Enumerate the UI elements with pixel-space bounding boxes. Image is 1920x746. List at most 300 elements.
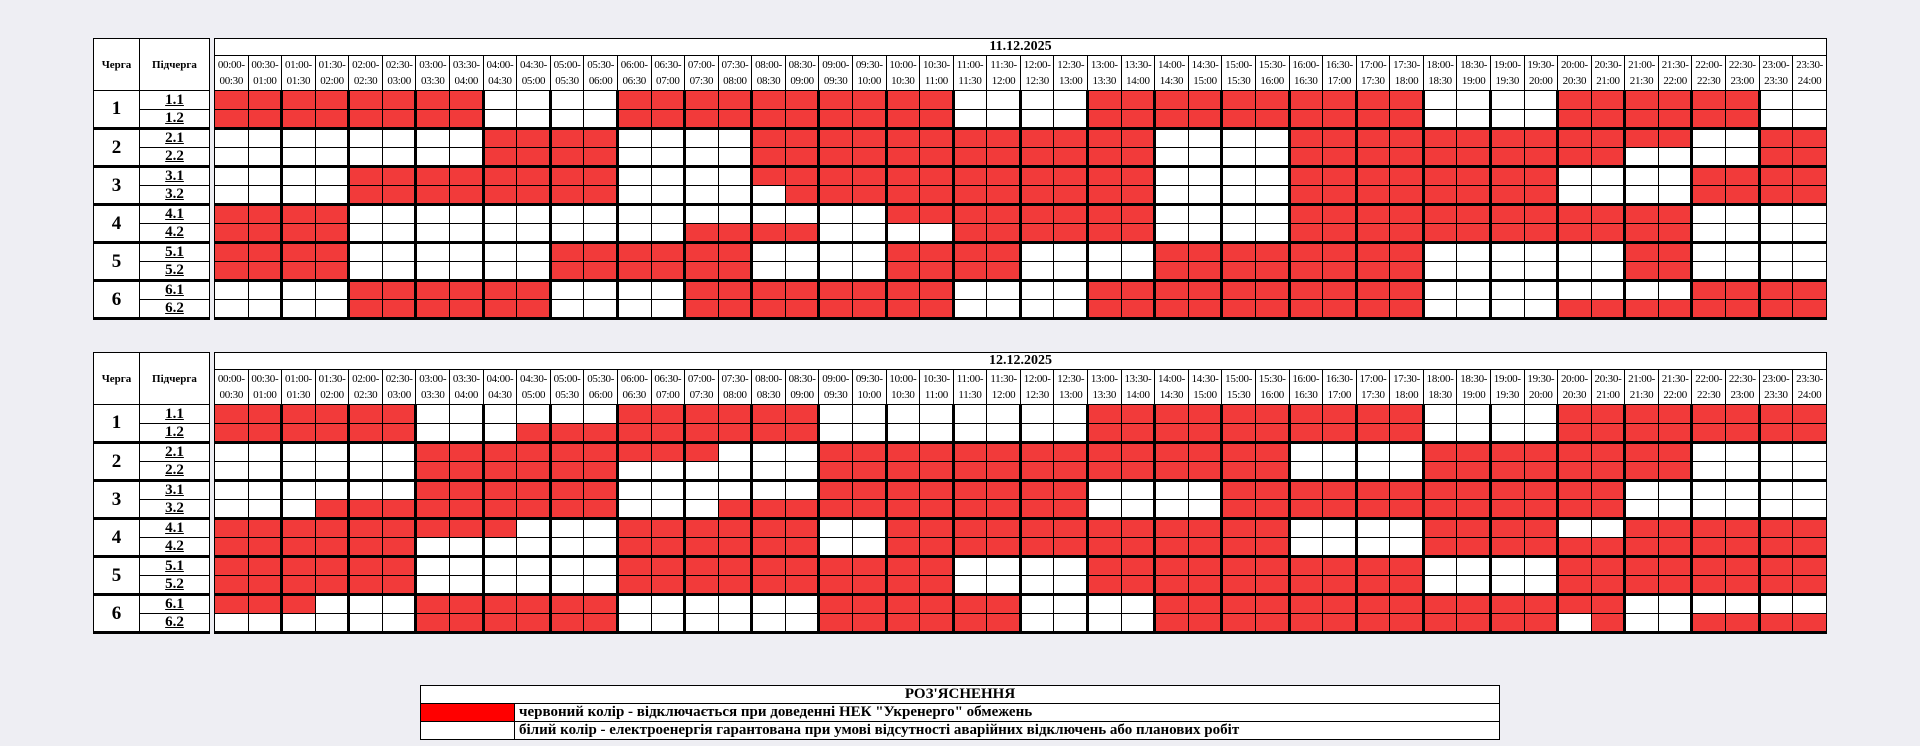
subqueue-label: 2.2: [140, 462, 210, 481]
slot-cell: [920, 224, 954, 243]
slot-cell: [953, 91, 987, 110]
slot-cell: [617, 424, 651, 443]
slot-cell: [450, 148, 484, 167]
timeslot-header: [1490, 370, 1524, 405]
slot-cell: [1188, 129, 1222, 148]
slot-cell: [1020, 405, 1054, 424]
slot-cell: [1457, 424, 1491, 443]
slot-cell: [584, 462, 618, 481]
slot-cell: [1255, 538, 1289, 557]
timeslot-end: 03:30: [420, 75, 445, 87]
slot-cell: [416, 405, 450, 424]
slot-cell: [1793, 110, 1827, 129]
slot-cell: [1793, 462, 1827, 481]
slot-cell: [1591, 462, 1625, 481]
slot-cell: [1625, 110, 1659, 129]
slot-cell: [1726, 129, 1760, 148]
timeslot-header: [382, 370, 416, 405]
slot-cell: [282, 110, 316, 129]
queue-label-table: [93, 352, 210, 634]
slot-cell: [886, 405, 920, 424]
slot-cell: [1188, 224, 1222, 243]
slot-cell: [1289, 205, 1323, 224]
slot-cell: [685, 443, 719, 462]
slot-cell: [1692, 224, 1726, 243]
slot-cell: [987, 424, 1021, 443]
slot-cell: [819, 424, 853, 443]
slot-cell: [550, 614, 584, 633]
timeslot-end: 12:00: [991, 75, 1016, 87]
slot-cell: [953, 205, 987, 224]
timeslot-header: [1289, 56, 1323, 91]
timeslot-start: 17:00-: [1359, 373, 1387, 385]
slot-cell: [1625, 281, 1659, 300]
slot-cell: [315, 462, 349, 481]
slot-cell: [349, 262, 383, 281]
subqueue-label: 5.1: [140, 243, 210, 262]
slot-cell: [1524, 205, 1558, 224]
slot-cell: [215, 91, 249, 110]
slot-cell: [215, 129, 249, 148]
slot-cell: [215, 300, 249, 319]
slot-cell: [1423, 262, 1457, 281]
slot-cell: [685, 243, 719, 262]
slot-cell: [1625, 129, 1659, 148]
slot-cell: [517, 538, 551, 557]
timeslot-end: 14:30: [1159, 75, 1184, 87]
slot-cell: [1390, 595, 1424, 614]
slot-cell: [1020, 243, 1054, 262]
slot-cell: [685, 557, 719, 576]
timeslot-grid: [214, 352, 1827, 634]
slot-cell: [1793, 186, 1827, 205]
timeslot-start: 11:30-: [990, 59, 1017, 71]
subqueue-label: 6.2: [140, 614, 210, 633]
slot-cell: [1658, 424, 1692, 443]
timeslot-header: [617, 370, 651, 405]
slot-cell: [1054, 614, 1088, 633]
slot-cell: [1490, 614, 1524, 633]
slot-cell: [1490, 262, 1524, 281]
slot-cell: [1625, 300, 1659, 319]
slot-cell: [382, 281, 416, 300]
slot-cell: [517, 614, 551, 633]
slot-cell: [1759, 262, 1793, 281]
timeslot-header: [349, 370, 383, 405]
slot-cell: [1356, 405, 1390, 424]
slot-cell: [819, 205, 853, 224]
timeslot-end: 23:30: [1764, 389, 1788, 401]
slot-cell: [416, 205, 450, 224]
slot-cell: [215, 595, 249, 614]
slot-cell: [1054, 148, 1088, 167]
slot-cell: [752, 424, 786, 443]
slot-cell: [685, 224, 719, 243]
slot-cell: [483, 110, 517, 129]
slot-cell: [1188, 167, 1222, 186]
slot-cell: [886, 167, 920, 186]
slot-cell: [1692, 424, 1726, 443]
slot-cell: [987, 110, 1021, 129]
slot-cell: [886, 443, 920, 462]
timeslot-start: 23:00-: [1762, 59, 1790, 71]
slot-cell: [1726, 519, 1760, 538]
slot-cell: [1423, 462, 1457, 481]
slot-cell: [349, 91, 383, 110]
subqueue-slot-row: [215, 462, 1827, 481]
timeslot-header: [1054, 370, 1088, 405]
slot-cell: [1054, 91, 1088, 110]
slot-cell: [1423, 500, 1457, 519]
slot-cell: [987, 557, 1021, 576]
slot-cell: [349, 462, 383, 481]
slot-cell: [1692, 557, 1726, 576]
slot-cell: [282, 576, 316, 595]
slot-cell: [1121, 443, 1155, 462]
slot-cell: [1524, 91, 1558, 110]
slot-cell: [1457, 300, 1491, 319]
slot-cell: [1289, 186, 1323, 205]
timeslot-header: [718, 370, 752, 405]
slot-cell: [1423, 186, 1457, 205]
slot-cell: [550, 538, 584, 557]
queue-number: 3: [94, 167, 140, 205]
timeslot-start: 21:00-: [1628, 373, 1656, 385]
slot-cell: [886, 243, 920, 262]
subqueue-label: 4.1: [140, 205, 210, 224]
slot-cell: [1490, 243, 1524, 262]
slot-cell: [953, 519, 987, 538]
slot-cell: [382, 186, 416, 205]
slot-cell: [1323, 148, 1357, 167]
slot-cell: [1759, 243, 1793, 262]
timeslot-header: [517, 370, 551, 405]
slot-cell: [1726, 300, 1760, 319]
timeslot-end: 02:00: [320, 389, 344, 401]
slot-cell: [953, 576, 987, 595]
subqueue-label: 6.1: [140, 281, 210, 300]
slot-cell: [517, 167, 551, 186]
timeslot-start: 16:30-: [1325, 373, 1353, 385]
slot-cell: [1558, 614, 1592, 633]
timeslot-header: [1591, 370, 1625, 405]
timeslot-header: [483, 370, 517, 405]
slot-cell: [785, 614, 819, 633]
slot-cell: [1188, 300, 1222, 319]
slot-cell: [1121, 224, 1155, 243]
slot-cell: [315, 595, 349, 614]
slot-cell: [550, 110, 584, 129]
timeslot-start: 16:00-: [1292, 59, 1320, 71]
slot-cell: [1155, 205, 1189, 224]
slot-cell: [685, 500, 719, 519]
slot-cell: [416, 519, 450, 538]
slot-cell: [1289, 614, 1323, 633]
slot-cell: [483, 186, 517, 205]
slot-cell: [886, 614, 920, 633]
slot-cell: [1524, 462, 1558, 481]
slot-cell: [584, 224, 618, 243]
slot-cell: [1356, 557, 1390, 576]
slot-cell: [1323, 262, 1357, 281]
slot-cell: [752, 614, 786, 633]
slot-cell: [1625, 91, 1659, 110]
slot-cell: [1356, 300, 1390, 319]
timeslot-end: 01:00: [253, 75, 277, 87]
slot-cell: [752, 110, 786, 129]
slot-cell: [1155, 443, 1189, 462]
slot-cell: [1054, 129, 1088, 148]
timeslot-end: 23:00: [1730, 389, 1755, 401]
slot-cell: [785, 481, 819, 500]
slot-cell: [349, 281, 383, 300]
slot-cell: [1490, 576, 1524, 595]
timeslot-start: 11:30-: [990, 373, 1017, 385]
slot-cell: [1188, 538, 1222, 557]
slot-cell: [1457, 148, 1491, 167]
slot-cell: [785, 148, 819, 167]
timeslot-header: [1390, 370, 1424, 405]
timeslot-start: 08:30-: [788, 59, 816, 71]
timeslot-end: 07:30: [689, 389, 714, 401]
subqueue-slot-row: [215, 91, 1827, 110]
slot-cell: [1625, 500, 1659, 519]
slot-cell: [1054, 443, 1088, 462]
slot-cell: [1726, 281, 1760, 300]
slot-cell: [450, 443, 484, 462]
slot-cell: [752, 481, 786, 500]
timeslot-start: 03:00-: [419, 373, 447, 385]
slot-cell: [617, 538, 651, 557]
slot-cell: [1793, 405, 1827, 424]
slot-cell: [215, 148, 249, 167]
slot-cell: [987, 300, 1021, 319]
slot-cell: [1323, 205, 1357, 224]
slot-cell: [1457, 595, 1491, 614]
slot-cell: [1558, 443, 1592, 462]
timeslot-start: 23:00-: [1762, 373, 1790, 385]
slot-cell: [248, 205, 282, 224]
slot-cell: [1558, 300, 1592, 319]
timeslot-end: 09:30: [823, 75, 848, 87]
timeslot-header: [215, 56, 249, 91]
slot-cell: [1054, 557, 1088, 576]
slot-cell: [282, 500, 316, 519]
slot-cell: [886, 462, 920, 481]
slot-cell: [1726, 262, 1760, 281]
slot-cell: [584, 148, 618, 167]
slot-cell: [1356, 262, 1390, 281]
slot-cell: [819, 405, 853, 424]
timeslot-end: 04:30: [488, 75, 512, 87]
slot-cell: [953, 110, 987, 129]
timeslot-end: 05:30: [555, 75, 579, 87]
slot-cell: [1558, 538, 1592, 557]
slot-cell: [785, 424, 819, 443]
slot-cell: [517, 281, 551, 300]
slot-cell: [1356, 462, 1390, 481]
slot-cell: [1121, 129, 1155, 148]
slot-cell: [382, 538, 416, 557]
slot-cell: [584, 538, 618, 557]
slot-cell: [1121, 424, 1155, 443]
slot-cell: [852, 186, 886, 205]
slot-cell: [1692, 443, 1726, 462]
slot-cell: [1591, 519, 1625, 538]
slot-cell: [282, 186, 316, 205]
slot-cell: [651, 538, 685, 557]
slot-cell: [987, 129, 1021, 148]
slot-cell: [215, 205, 249, 224]
slot-cell: [1222, 481, 1256, 500]
slot-cell: [1020, 519, 1054, 538]
slot-cell: [483, 205, 517, 224]
slot-cell: [1558, 500, 1592, 519]
slot-cell: [382, 129, 416, 148]
slot-cell: [1793, 148, 1827, 167]
timeslot-header: [382, 56, 416, 91]
slot-cell: [382, 557, 416, 576]
timeslot-end: 06:30: [622, 75, 646, 87]
timeslot-header: [450, 56, 484, 91]
slot-cell: [416, 614, 450, 633]
slot-cell: [1289, 167, 1323, 186]
slot-cell: [1524, 443, 1558, 462]
slot-cell: [450, 576, 484, 595]
slot-cell: [1726, 424, 1760, 443]
slot-cell: [1726, 481, 1760, 500]
slot-cell: [1793, 281, 1827, 300]
slot-cell: [1155, 462, 1189, 481]
slot-cell: [685, 481, 719, 500]
slot-cell: [852, 557, 886, 576]
timeslot-start: 09:00-: [822, 59, 850, 71]
timeslot-end: 12:30: [1025, 389, 1049, 401]
slot-cell: [651, 243, 685, 262]
slot-cell: [920, 424, 954, 443]
timeslot-header: [1793, 56, 1827, 91]
timeslot-end: 01:30: [286, 75, 311, 87]
slot-cell: [1558, 462, 1592, 481]
subqueue-label: 2.1: [140, 443, 210, 462]
slot-cell: [651, 595, 685, 614]
slot-cell: [450, 614, 484, 633]
slot-cell: [584, 424, 618, 443]
slot-cell: [1222, 538, 1256, 557]
slot-cell: [550, 91, 584, 110]
slot-cell: [1155, 281, 1189, 300]
slot-cell: [1020, 614, 1054, 633]
timeslot-header: [685, 370, 719, 405]
subqueue-header: Підчерга: [140, 39, 210, 91]
slot-cell: [1726, 614, 1760, 633]
slot-cell: [1658, 129, 1692, 148]
slot-cell: [651, 167, 685, 186]
slot-cell: [886, 538, 920, 557]
slot-cell: [718, 186, 752, 205]
slot-cell: [953, 186, 987, 205]
slot-cell: [1155, 224, 1189, 243]
timeslot-start: 13:00-: [1090, 59, 1118, 71]
timeslot-end: 04:30: [488, 389, 512, 401]
slot-cell: [1356, 129, 1390, 148]
slot-cell: [1692, 300, 1726, 319]
slot-cell: [1222, 500, 1256, 519]
slot-cell: [1524, 595, 1558, 614]
timeslot-header: [1692, 56, 1726, 91]
slot-cell: [1591, 538, 1625, 557]
slot-cell: [1759, 186, 1793, 205]
slot-cell: [416, 281, 450, 300]
slot-cell: [886, 424, 920, 443]
slot-cell: [1793, 300, 1827, 319]
timeslot-header: [1020, 370, 1054, 405]
slot-cell: [1390, 224, 1424, 243]
slot-cell: [1188, 205, 1222, 224]
timeslot-end: 14:30: [1159, 389, 1184, 401]
slot-cell: [1490, 91, 1524, 110]
slot-cell: [987, 538, 1021, 557]
slot-cell: [987, 595, 1021, 614]
slot-cell: [215, 462, 249, 481]
slot-cell: [1188, 262, 1222, 281]
slot-cell: [752, 243, 786, 262]
slot-cell: [718, 557, 752, 576]
timeslot-header: [1121, 370, 1155, 405]
timeslot-end: 05:00: [521, 75, 546, 87]
slot-cell: [685, 614, 719, 633]
slot-cell: [1524, 576, 1558, 595]
slot-cell: [953, 462, 987, 481]
slot-cell: [1658, 576, 1692, 595]
slot-cell: [685, 405, 719, 424]
slot-cell: [1390, 129, 1424, 148]
slot-cell: [752, 262, 786, 281]
slot-cell: [1658, 186, 1692, 205]
queue-number: 2: [94, 129, 140, 167]
slot-cell: [1255, 186, 1289, 205]
timeslot-start: 05:30-: [587, 373, 615, 385]
slot-cell: [1558, 110, 1592, 129]
slot-cell: [1793, 576, 1827, 595]
subqueue-slot-row: [215, 557, 1827, 576]
slot-cell: [1692, 519, 1726, 538]
timeslot-header: [1222, 370, 1256, 405]
timeslot-header: [1323, 56, 1357, 91]
slot-cell: [349, 405, 383, 424]
slot-cell: [987, 91, 1021, 110]
slot-cell: [852, 243, 886, 262]
slot-cell: [517, 462, 551, 481]
slot-cell: [752, 519, 786, 538]
subqueue-slot-row: [215, 519, 1827, 538]
slot-cell: [382, 576, 416, 595]
subqueue-slot-row: [215, 205, 1827, 224]
slot-cell: [416, 462, 450, 481]
timeslot-header: [1692, 370, 1726, 405]
slot-cell: [852, 614, 886, 633]
slot-cell: [1625, 462, 1659, 481]
slot-cell: [584, 500, 618, 519]
slot-cell: [1020, 300, 1054, 319]
timeslot-end: 02:00: [320, 75, 344, 87]
slot-cell: [550, 405, 584, 424]
timeslot-end: 04:00: [454, 75, 479, 87]
slot-cell: [1222, 262, 1256, 281]
timeslot-end: 17:00: [1327, 389, 1352, 401]
slot-cell: [483, 281, 517, 300]
slot-cell: [282, 262, 316, 281]
